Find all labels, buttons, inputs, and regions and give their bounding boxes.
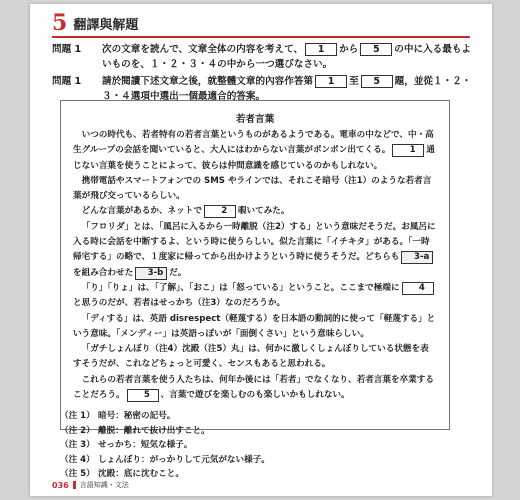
answer-box: 5 — [360, 43, 392, 56]
instruction-jp-mid: から — [339, 44, 359, 55]
footnote-label: （注 1） — [60, 411, 95, 421]
footnote-label: （注 4） — [60, 454, 95, 465]
section-number: 5 — [52, 10, 68, 36]
paragraph-text: を組み合わせた — [73, 267, 134, 278]
page-number: 036 — [52, 480, 69, 490]
section-header — [52, 12, 138, 34]
blank-box: 1 — [392, 144, 424, 157]
paragraph — [73, 342, 437, 373]
blank-box: 3-a — [401, 251, 433, 264]
blank-box: 4 — [402, 282, 434, 295]
paragraph-text: 携帯電話やスマートフォンでの SMS やラインでは、それこそ暗号（注1）のような若者言葉が飛び交っているらしい。 — [73, 175, 432, 202]
footnote-text: 沈殿：底に沈むこと。 — [98, 469, 184, 479]
paragraph — [73, 220, 437, 281]
paragraph-text: いつの時代も、若者特有の若者言葉というものがあるようである。電車の中などで、中・高生グループの会話を聞いていると、大人にはわからない言葉がポンポン出てくる。 — [73, 130, 434, 156]
blank-box: 5 — [127, 389, 159, 402]
paragraph — [73, 204, 437, 219]
question-label: 問題 1 — [52, 76, 82, 87]
paragraph-text: 「ディする」は、英語 disrespect（軽蔑する）を日本語の動詞的に使って「軽蔑する」という意味。「メンディー」は英語っぽいが「面倒くさい」という意味らしい。 — [73, 313, 436, 339]
passage-title: 若者言葉 — [235, 114, 275, 125]
footer-divider — [73, 481, 76, 489]
paragraph-text: 「ガチしょんぼり（注4）沈殿（注5）丸」は、何かに激しくしょんぼりしている状態を表すそうだが、これなどちょっと可愛く、センスもあると思われる。 — [73, 344, 429, 370]
footnote-label: （注 5） — [60, 469, 95, 479]
answer-box: 1 — [305, 43, 337, 56]
paragraph — [73, 128, 437, 174]
textbook-page — [30, 4, 492, 496]
paragraph-text: 「フロリダ」とは、「風呂に入るから一時離脱（注2）する」という意味だそうだ。お風呂に入る時に会話を中断するよ、という時に使うらしい。似た言葉に「イチキタ」がある。「一時帰宅する」の略で、１度家に帰ってから出かけようという時に使うそうだ。どちらも — [73, 221, 436, 263]
page-footer — [52, 480, 129, 490]
footnote-label: （注 3） — [60, 440, 95, 450]
paragraph-text: 通じない言葉を使うことによって、彼らは仲間意識を感じているのかもしれない。 — [73, 145, 435, 171]
question-instruction-jp — [102, 42, 478, 72]
footnote — [60, 453, 360, 468]
reading-passage — [60, 100, 450, 430]
blank-box: 3-b — [135, 267, 167, 280]
instruction-jp-text: 次の文章を読んで、文章全体の内容を考えて、 — [102, 44, 304, 55]
paragraph-text: 「り」「りょ」は、「了解」、「おこ」は「怒っている」ということ。ここまで極端に — [81, 282, 400, 293]
paragraph-text: どんな言葉があるか、ネットで — [81, 206, 202, 217]
paragraph-text: 覗いてみた。 — [237, 206, 290, 217]
footnote — [60, 424, 360, 439]
footnote-text: せっかち：短気な様子。 — [98, 440, 193, 450]
paragraph-text: 、言葉で遊びを楽しむのも楽しいかもしれない。 — [160, 390, 350, 401]
blank-box: 2 — [204, 205, 236, 218]
paragraph — [73, 281, 437, 312]
paragraph-text: と思うのだが、若者はせっかち（注3）なのだろうか。 — [73, 298, 286, 309]
header-rule — [52, 36, 470, 38]
question-label: 問題 1 — [52, 44, 82, 55]
paragraph — [73, 174, 437, 205]
paragraph-text: これらの若者言葉を使う人たちは、何年か後には「若者」でなくなり、若者言葉を卒業することだろう。 — [73, 374, 434, 401]
footnote-text: しょんぼり：がっかりして元気がない様子。 — [98, 454, 270, 465]
section-title: 翻譯與解題 — [73, 18, 139, 33]
footnote — [60, 438, 360, 453]
paragraph — [73, 312, 437, 343]
paragraph-text: だ。 — [169, 267, 187, 278]
footer-label: 言語知識・文法 — [79, 481, 129, 489]
footnote-text: 離脱：離れて抜け出すこと。 — [98, 425, 210, 436]
paragraph — [73, 373, 437, 404]
instruction-jp-line2: の中に入る最もよいものを、１・２・３・４の中から一つ選びなさい。 — [102, 44, 472, 70]
footnote-label: （注 2） — [60, 425, 95, 436]
answer-box: 5 — [361, 75, 393, 88]
instruction-zh-mid: 至 — [349, 76, 359, 87]
footnotes — [60, 409, 360, 482]
instruction-zh-post: 題，並從１・２・３・４選項中選出一個最適合的答案。 — [102, 76, 472, 102]
instruction-zh-text: 請於閱讀下述文章之後，就整體文章的內容作答第 — [102, 76, 314, 87]
footnote — [60, 409, 360, 424]
answer-box: 1 — [315, 75, 347, 88]
footnote-text: 暗号：秘密の記号。 — [98, 411, 176, 421]
